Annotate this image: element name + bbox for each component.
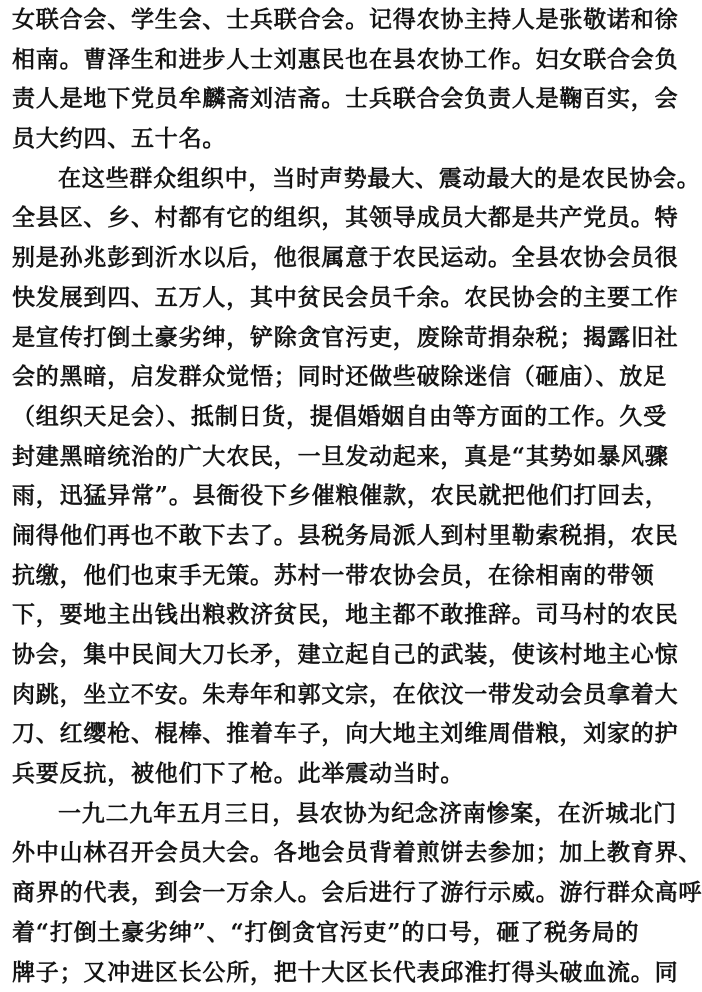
- text-line: 女联合会、学生会、士兵联合会。记得农协主持人是张敬诺和徐: [12, 0, 634, 40]
- text-line: 会的黑暗，启发群众觉悟；同时还做些破除迷信（砸庙）、放足: [12, 357, 634, 397]
- text-line: 下，要地主出钱出粮救济贫民，地主都不敢推辞。司马村的农民: [12, 595, 634, 635]
- text-line: 外中山林召开会员大会。各地会员背着煎饼去参加；加上教育界、: [12, 833, 634, 873]
- text-line: 牌子；又冲进区长公所，把十大区长代表邱淮打得头破血流。同: [12, 953, 634, 992]
- paragraph-3: [12, 794, 634, 992]
- text-line: 封建黑暗统治的广大农民，一旦发动起来，真是“其势如暴风骤: [12, 437, 634, 477]
- text-line: 责人是地下党员牟麟斋刘洁斋。士兵联合会负责人是鞠百实，会: [12, 79, 634, 119]
- text-line: 闹得他们再也不敢下去了。县税务局派人到村里勒索税捐，农民: [12, 516, 634, 556]
- text-line: 别是孙兆彭到沂水以后，他很属意于农民运动。全县农协会员很: [12, 238, 634, 278]
- text-line: （组织天足会）、抵制日货，提倡婚姻自由等方面的工作。久受: [12, 397, 634, 437]
- text-line: 肉跳，坐立不安。朱寿年和郭文宗，在依汶一带发动会员拿着大: [12, 675, 634, 715]
- text-line: 雨，迅猛异常”。县衙役下乡催粮催款，农民就把他们打回去，: [12, 476, 634, 516]
- text-line: 商界的代表，到会一万余人。会后进行了游行示威。游行群众高呼: [12, 873, 634, 913]
- text-line: 快发展到四、五万人，其中贫民会员千余。农民协会的主要工作: [12, 278, 634, 318]
- text-line: 兵要反抗，被他们下了枪。此举震动当时。: [12, 754, 634, 794]
- text-line: 协会，集中民间大刀长矛，建立起自己的武装，使该村地主心惊: [12, 635, 634, 675]
- text-line: 员大约四、五十名。: [12, 119, 634, 159]
- paragraph-1: [12, 0, 634, 159]
- paragraph-2: [12, 159, 634, 794]
- text-line: 全县区、乡、村都有它的组织，其领导成员大都是共产党员。特: [12, 198, 634, 238]
- text-line: 是宣传打倒土豪劣绅，铲除贪官污吏，废除苛捐杂税；揭露旧社: [12, 318, 634, 358]
- text-line: 抗缴，他们也束手无策。苏村一带农协会员，在徐相南的带领: [12, 556, 634, 596]
- text-line: 刀、红缨枪、棍棒、推着车子，向大地主刘维周借粮，刘家的护: [12, 714, 634, 754]
- text-line: 在这些群众组织中，当时声势最大、震动最大的是农民协会。: [12, 159, 634, 199]
- text-line: 一九二九年五月三日，县农协为纪念济南惨案，在沂城北门: [12, 794, 634, 834]
- text-line: 相南。曹泽生和进步人士刘惠民也在县农协工作。妇女联合会负: [12, 40, 634, 80]
- text-line: 着“打倒土豪劣绅”、“打倒贪官污吏”的口号，砸了税务局的: [12, 913, 634, 953]
